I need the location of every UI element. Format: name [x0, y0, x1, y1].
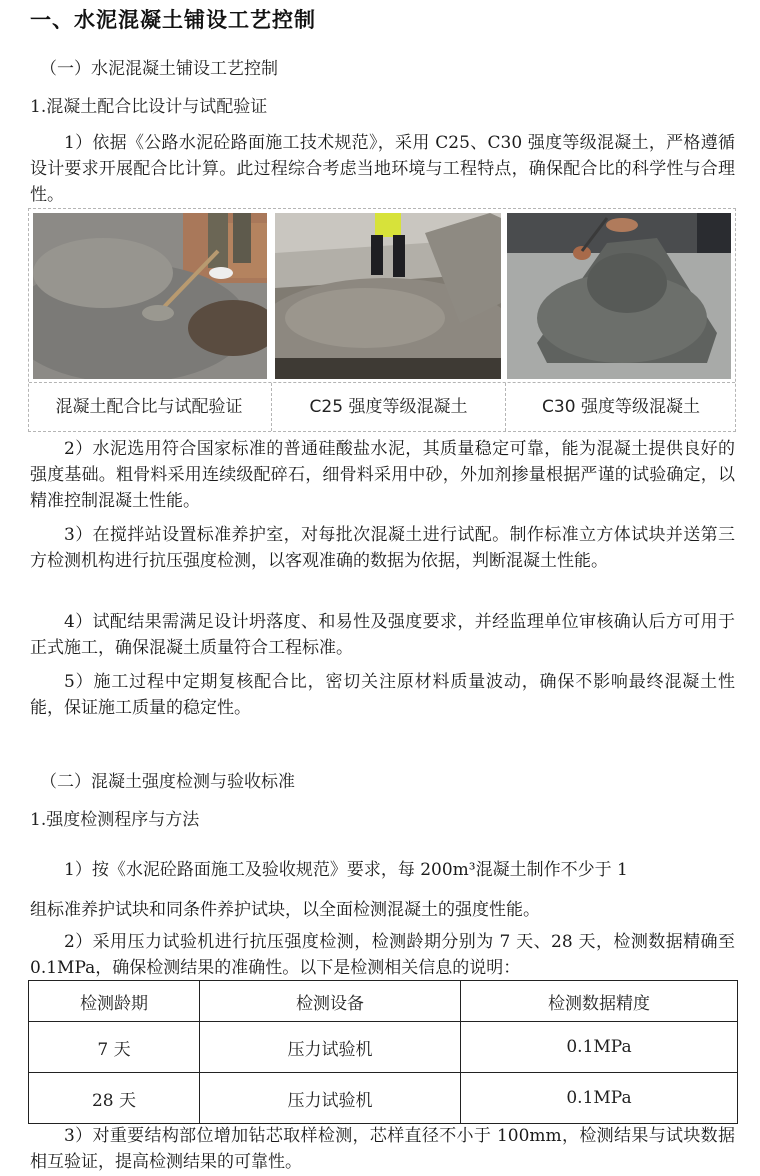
section2-paragraph-3: 3）对重要结构部位增加钻芯取样检测，芯样直径不小于 100mm，检测结果与试块数据相互验证，提高检测结果的可靠性。 [30, 1126, 735, 1172]
section2-title: （二）混凝土强度检测与验收标准 [40, 772, 295, 792]
caption-row [29, 382, 735, 431]
main-heading: 一、水泥混凝土铺设工艺控制 [30, 8, 316, 32]
section2-paragraph-2: 2）采用压力试验机进行抗压强度检测，检测龄期分别为 7 天、28 天，检测数据精确至 0.1MPa，确保检测结果的准确性。以下是检测相关信息的说明： [30, 932, 735, 978]
header-test-equipment: 检测设备 [200, 981, 461, 1022]
section2-subtitle: 1.强度检测程序与方法 [30, 810, 200, 830]
header-data-precision: 检测数据精度 [461, 981, 738, 1022]
photo-c25-concrete [275, 213, 501, 379]
photo-c30-concrete [507, 213, 731, 379]
caption-mix-design: 混凝土配合比与试配验证 [55, 397, 243, 417]
section1-subtitle: 1.混凝土配合比设计与试配验证 [30, 97, 268, 117]
cell-test-equipment: 压力试验机 [200, 1073, 461, 1124]
section1-paragraph-5: 5）施工过程中定期复核配合比，密切关注原材料质量波动，确保不影响最终混凝土性能，保证施工质量的稳定性。 [30, 672, 735, 718]
section1-paragraph-2: 2）水泥选用符合国家标准的普通硅酸盐水泥，其质量稳定可靠，能为混凝土提供良好的强度基础。粗骨料采用连续级配碎石，细骨料采用中砂，外加剂掺量根据严谨的试验确定，以精准控制混凝土性能。 [30, 439, 735, 511]
section2-paragraph-1a: 1）按《水泥砼路面施工及验收规范》要求，每 200m³混凝土制作不少于 1 [64, 860, 628, 880]
table-row [29, 1022, 738, 1073]
header-test-age: 检测龄期 [29, 981, 200, 1022]
section1-paragraph-3: 3）在搅拌站设置标准养护室，对每批次混凝土进行试配。制作标准立方体试块并送第三方检测机构进行抗压强度检测，以客观准确的数据为依据，判断混凝土性能。 [30, 525, 735, 571]
caption-c30: C30 强度等级混凝土 [505, 383, 736, 431]
cell-test-age: 28 天 [29, 1073, 200, 1124]
caption-c25: C25 强度等级混凝土 [271, 383, 505, 431]
table-row [29, 1073, 738, 1124]
section1-paragraph-4: 4）试配结果需满足设计坍落度、和易性及强度要求，并经监理单位审核确认后方可用于正式施工，确保混凝土质量符合工程标准。 [30, 612, 735, 658]
photo-figure [28, 208, 736, 432]
cell-data-precision: 0.1MPa [461, 1022, 738, 1073]
table-header-row [29, 981, 738, 1022]
section2-paragraph-1b: 组标准养护试块和同条件养护试块，以全面检测混凝土的强度性能。 [30, 900, 540, 920]
cell-data-precision: 0.1MPa [461, 1073, 738, 1124]
photo-mix-design [33, 213, 267, 379]
cell-test-equipment: 压力试验机 [200, 1022, 461, 1073]
section1-paragraph-1: 1）依据《公路水泥砼路面施工技术规范》，采用 C25、C30 强度等级混凝土，严格遵循设计要求开展配合比计算。此过程综合考虑当地环境与工程特点，确保配合比的科学性与合理性。 [30, 133, 735, 205]
section1-title: （一）水泥混凝土铺设工艺控制 [40, 59, 278, 79]
cell-test-age: 7 天 [29, 1022, 200, 1073]
testing-table [28, 980, 738, 1124]
